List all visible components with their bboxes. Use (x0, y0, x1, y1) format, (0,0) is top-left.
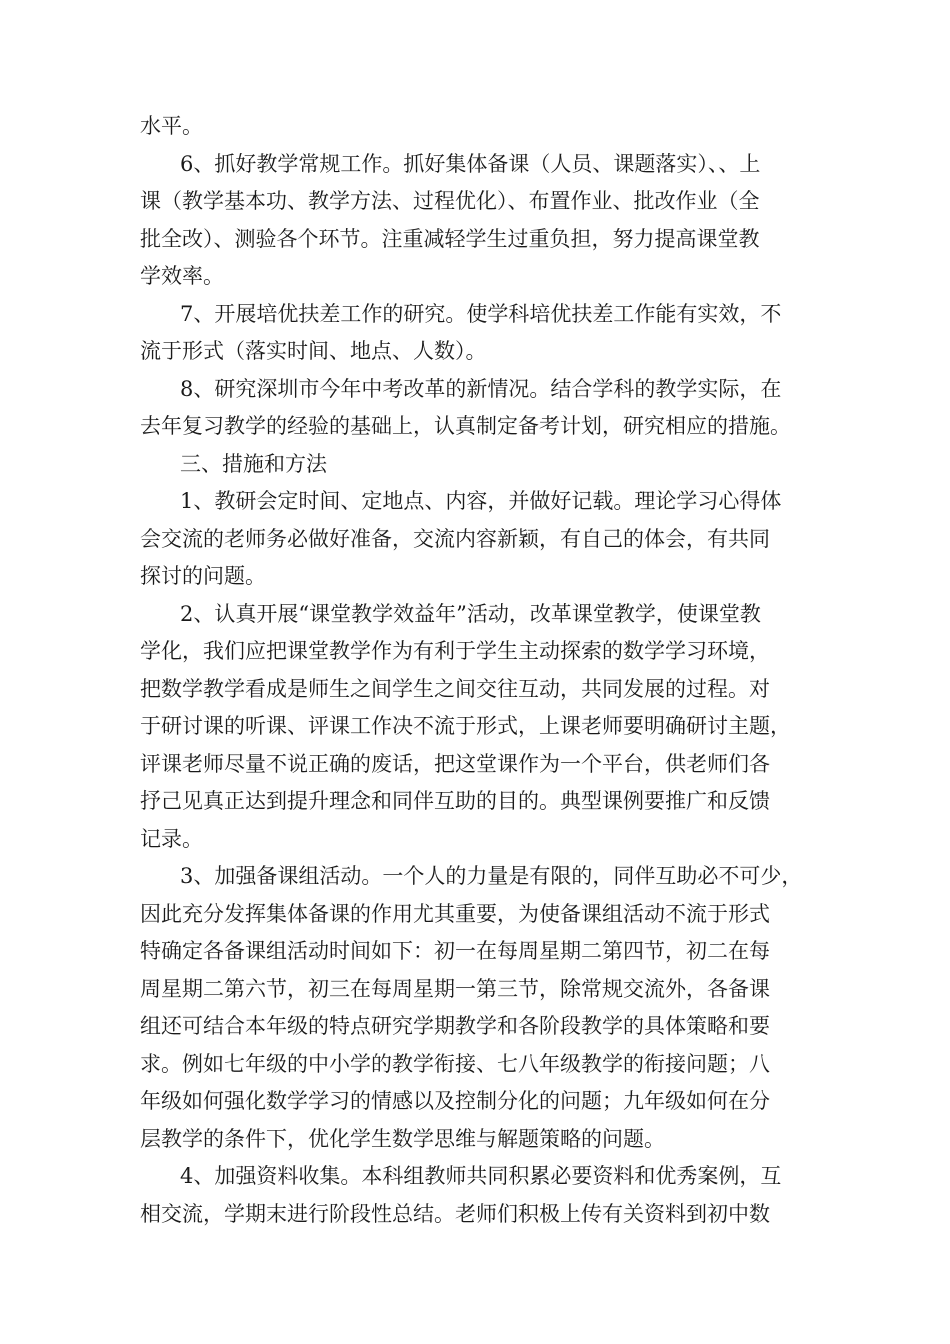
text-line: 特确定各备课组活动时间如下：初一在每周星期二第四节，初二在每 (140, 939, 770, 963)
text-line: 7、开展培优扶差工作的研究。使学科培优扶差工作能有实效，不 (180, 302, 782, 326)
section-heading: 三、措施和方法 (180, 452, 327, 476)
text-line: 批全改）、测验各个环节。注重减轻学生过重负担，努力提高课堂教 (140, 227, 760, 251)
text-line: 于研讨课的听课、评课工作决不流于形式，上课老师要明确研讨主题， (140, 714, 791, 738)
text-line: 因此充分发挥集体备课的作用尤其重要，为使备课组活动不流于形式 (140, 902, 770, 926)
text-line: 会交流的老师务必做好准备，交流内容新颖，有自己的体会，有共同 (140, 527, 770, 551)
text-line: 求。例如七年级的中小学的教学衔接、七八年级教学的衔接问题；八 (140, 1052, 770, 1076)
text-line: 6、抓好教学常规工作。抓好集体备课（人员、课题落实）、、上 (180, 152, 761, 176)
text-line: 层教学的条件下，优化学生数学思维与解题策略的问题。 (140, 1127, 665, 1151)
text-line: 去年复习教学的经验的基础上，认真制定备考计划，研究相应的措施。 (140, 414, 791, 438)
text-line: 流于形式（落实时间、地点、人数）。 (140, 339, 487, 363)
text-line: 水平。 (140, 114, 203, 138)
text-line: 4、加强资料收集。本科组教师共同积累必要资料和优秀案例，互 (180, 1164, 782, 1188)
text-line: 学化，我们应把课堂教学作为有利于学生主动探索的数学学习环境， (140, 639, 770, 663)
text-line: 探讨的问题。 (140, 564, 266, 588)
text-line: 年级如何强化数学学习的情感以及控制分化的问题；九年级如何在分 (140, 1089, 770, 1113)
text-line: 抒己见真正达到提升理念和同伴互助的目的。典型课例要推广和反馈 (140, 789, 770, 813)
text-line: 记录。 (140, 827, 203, 851)
text-line: 把数学教学看成是师生之间学生之间交往互动，共同发展的过程。对 (140, 677, 770, 701)
text-line: 学效率。 (140, 264, 224, 288)
text-line: 组还可结合本年级的特点研究学期教学和各阶段教学的具体策略和要 (140, 1014, 770, 1038)
text-line: 3、加强备课组活动。一个人的力量是有限的，同伴互助必不可少， (180, 864, 803, 888)
text-line: 课（教学基本功、教学方法、过程优化）、布置作业、批改作业（全 (140, 189, 760, 213)
text-line: 1、教研会定时间、定地点、内容，并做好记载。理论学习心得体 (180, 489, 782, 513)
text-line: 周星期二第六节，初三在每周星期一第三节，除常规交流外，各备课 (140, 977, 770, 1001)
text-line: 相交流，学期末进行阶段性总结。老师们积极上传有关资料到初中数 (140, 1202, 770, 1226)
text-line: 2、认真开展“课堂教学效益年”活动，改革课堂教学，使课堂教 (180, 602, 761, 626)
text-line: 评课老师尽量不说正确的废话，把这堂课作为一个平台，供老师们各 (140, 752, 770, 776)
text-line: 8、研究深圳市今年中考改革的新情况。结合学科的教学实际，在 (180, 377, 782, 401)
